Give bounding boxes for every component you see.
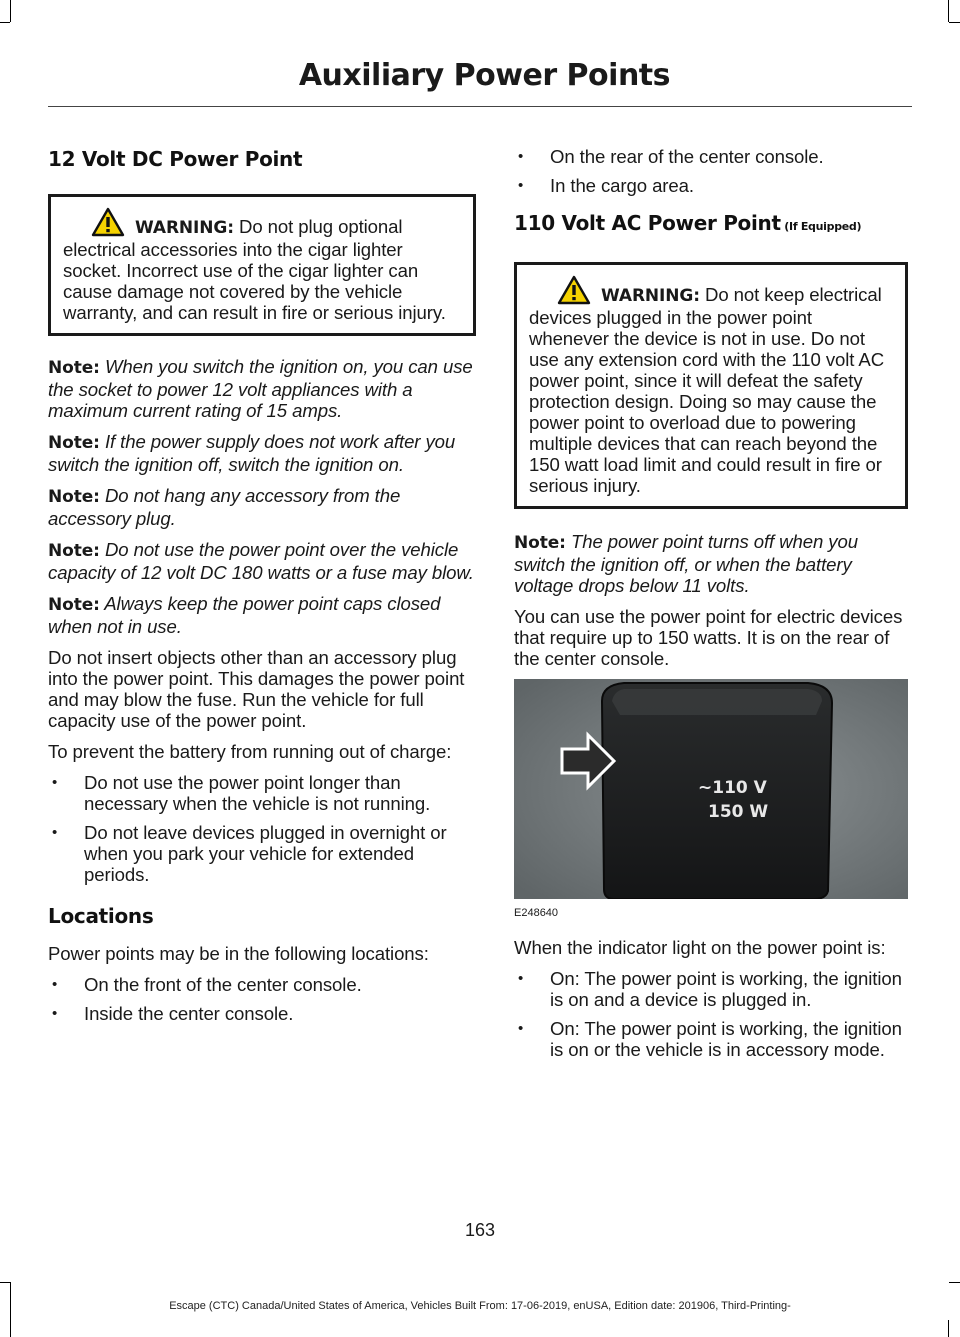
crop-mark <box>948 1320 949 1337</box>
body-paragraph: When the indicator light on the power point is: <box>514 937 886 958</box>
note-paragraph <box>48 593 476 637</box>
note-text: Do not hang any accessory from the accessory plug. <box>48 485 401 529</box>
note-label: Note: <box>48 541 100 561</box>
list-item: • On the front of the center console. <box>48 974 476 995</box>
note-paragraph <box>48 356 476 421</box>
warning-box-110v <box>514 262 908 509</box>
list-item: • On: The power point is working, the ignition is on and a device is plugged in. <box>514 968 908 1010</box>
wattage-label: 150 W <box>708 802 769 822</box>
note-paragraph <box>514 531 908 596</box>
crop-mark <box>10 0 11 22</box>
heading-text: 110 Volt AC Power Point <box>514 211 781 235</box>
warning-triangle-icon <box>557 275 591 305</box>
crop-mark <box>949 1282 960 1283</box>
locations-list-continued <box>514 146 908 196</box>
voltage-label: ~110 V <box>698 778 767 798</box>
warning-triangle-icon <box>91 207 125 237</box>
note-label: Note: <box>48 433 100 453</box>
note-paragraph <box>48 485 476 529</box>
note-text: When you switch the ignition on, you can use the socket to power 12 volt appliances with a maximum current rating of 15 amps. <box>48 356 473 421</box>
body-paragraph: Power points may be in the following locations: <box>48 943 429 964</box>
bullet-list <box>48 772 476 885</box>
figure-code: E248640 <box>514 907 559 919</box>
list-item: • Do not leave devices plugged in overnight or when you park your vehicle for extended periods. <box>48 822 476 885</box>
crop-mark <box>0 22 10 23</box>
list-item: • In the cargo area. <box>514 175 908 196</box>
locations-list <box>48 974 476 1024</box>
list-item: • On: The power point is working, the ignition is on or the vehicle is in accessory mode. <box>514 1018 908 1060</box>
power-point-figure <box>514 679 908 899</box>
page-number: 163 <box>464 1220 496 1240</box>
note-text: The power point turns off when you switch the ignition off, or when the battery voltage drops below 11 volts. <box>514 531 858 596</box>
section-heading-110v <box>514 210 908 240</box>
list-item: • Inside the center console. <box>48 1003 476 1024</box>
section-heading-locations: Locations <box>48 904 154 928</box>
crop-mark <box>0 1282 10 1283</box>
header-divider <box>48 106 912 107</box>
note-paragraph <box>48 431 476 475</box>
note-label: Note: <box>48 595 100 615</box>
warning-box-12v <box>48 194 476 336</box>
note-paragraph <box>48 539 476 583</box>
warning-text: Do not plug optional electrical accessories into the cigar lighter socket. Incorrect use of the cigar lighter can cause damage not covered by the vehicle warranty, and can result in fire or serious injury. <box>63 216 446 323</box>
note-label: Note: <box>48 358 100 378</box>
note-label: Note: <box>514 533 566 553</box>
warning-text: Do not keep electrical devices plugged in the power point whenever the device is not in use. Do not use any extension cord with the 110 volt AC power point, since it will defeat the safety protection design. Doing so may cause the power point to overload due to powering multiple devices that can reach beyond the 150 watt load limit and could result in fire or serious injury. <box>529 284 885 496</box>
body-paragraph: You can use the power point for electric devices that require up to 150 watts. It is on the rear of the center console. <box>514 606 903 669</box>
note-text: Do not use the power point over the vehicle capacity of 12 volt DC 180 watts or a fuse may blow. <box>48 539 474 583</box>
page-title: Auxiliary Power Points <box>298 58 670 93</box>
power-outlet-illustration <box>514 679 908 899</box>
heading-qualifier: (If Equipped) <box>780 220 862 233</box>
page-footer: Escape (CTC) Canada/United States of America, Vehicles Built From: 17-06-2019, enUSA, Edition date: 201906, Third-Printing- <box>169 1300 791 1312</box>
crop-mark <box>948 0 949 22</box>
right-column <box>514 140 908 1068</box>
body-paragraph: Do not insert objects other than an accessory plug into the power point. This damages the power point and may blow the fuse. Run the vehicle for full capacity use of the power point. <box>48 647 465 731</box>
left-column <box>48 140 476 1032</box>
body-paragraph: To prevent the battery from running out of charge: <box>48 741 452 762</box>
note-text: If the power supply does not work after you switch the ignition off, switch the ignition on. <box>48 431 456 475</box>
section-heading-12v: 12 Volt DC Power Point <box>48 147 303 171</box>
note-label: Note: <box>48 487 100 507</box>
indicator-list <box>514 968 908 1060</box>
list-item: • On the rear of the center console. <box>514 146 908 167</box>
note-text: Always keep the power point caps closed when not in use. <box>48 593 441 637</box>
warning-label: WARNING: <box>601 286 700 306</box>
crop-mark <box>949 22 960 23</box>
warning-label: WARNING: <box>135 218 234 238</box>
list-item: • Do not use the power point longer than necessary when the vehicle is not running. <box>48 772 476 814</box>
